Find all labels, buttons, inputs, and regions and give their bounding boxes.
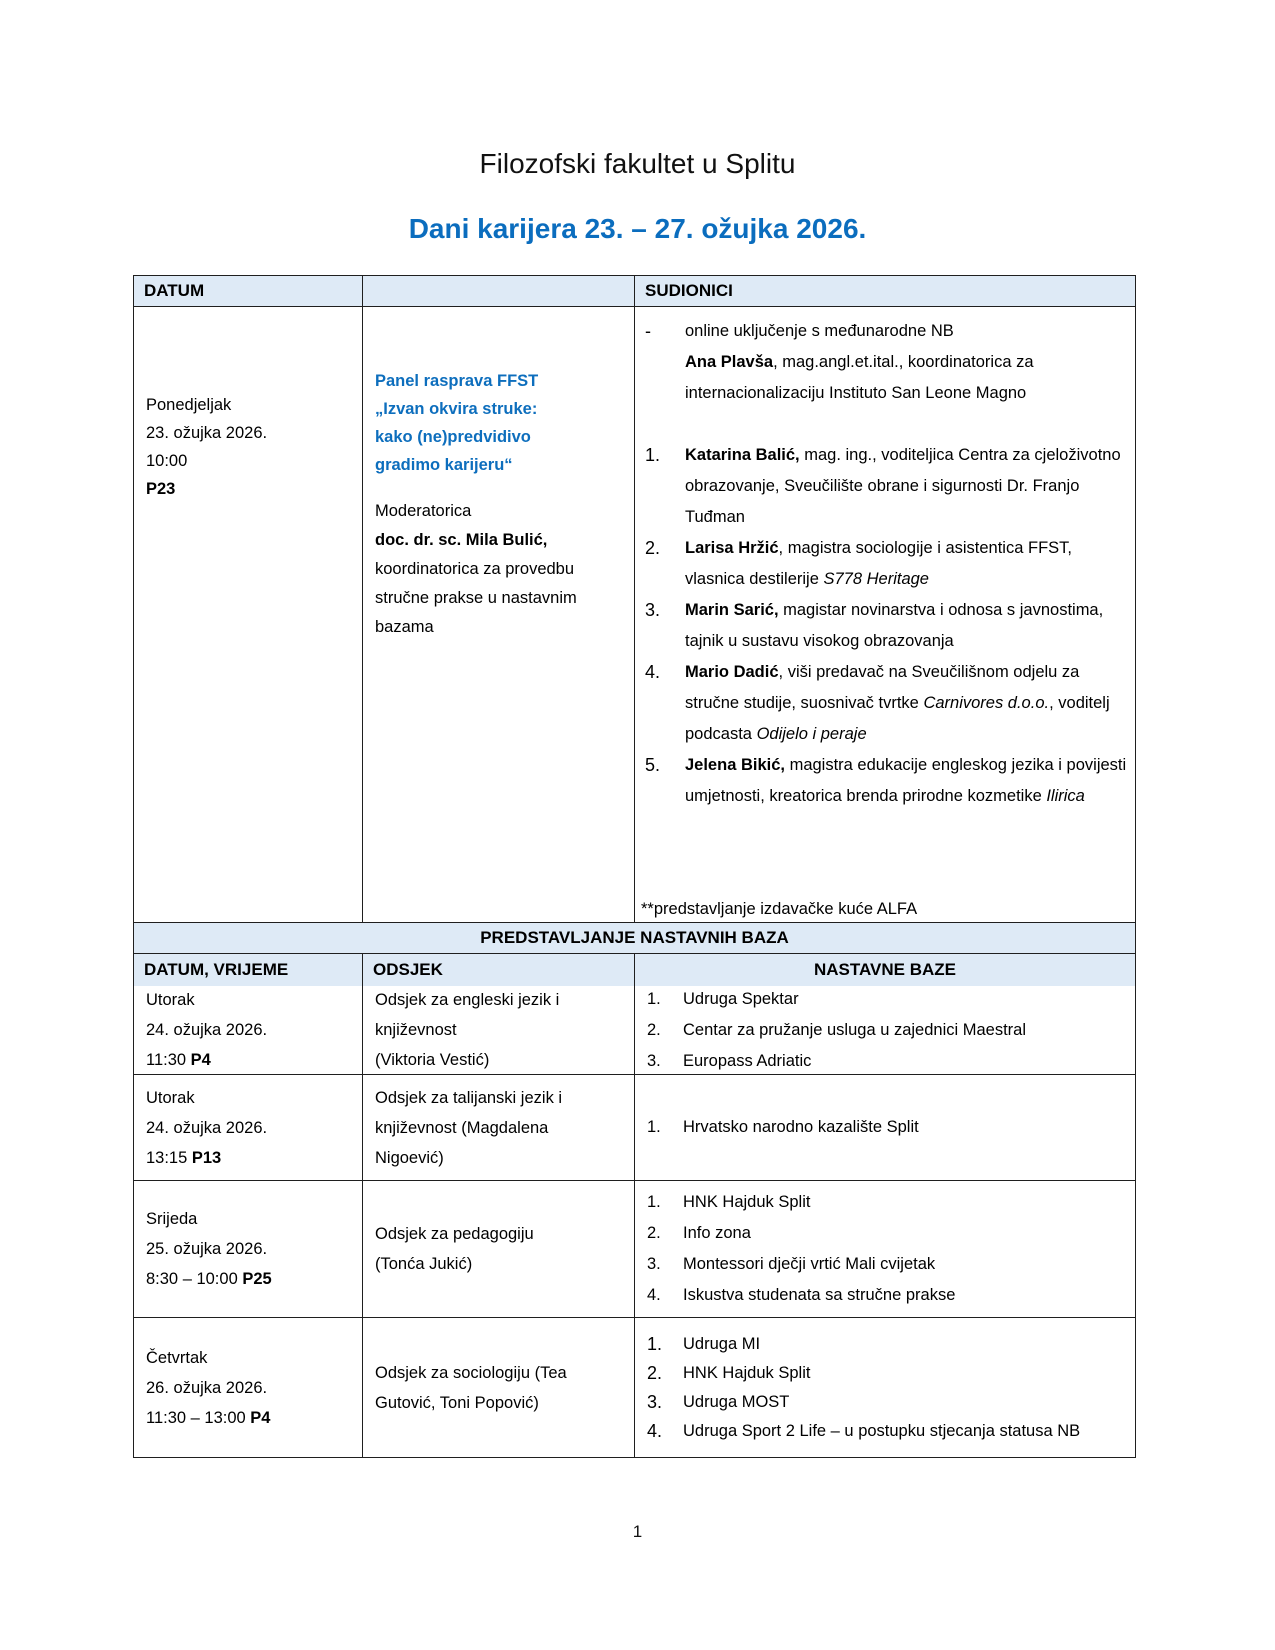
participant-item [641, 750, 1131, 812]
bold-text: Katarina Balić, [685, 446, 800, 464]
participant-item [641, 657, 1131, 750]
text-run: , mag.angl.et.ital., koordinatorica za internacionalizaciju Instituto San Leone Magno [685, 353, 1034, 402]
text-run: 13:15 [146, 1148, 192, 1167]
baza-text: HNK Hajduk Split [683, 1363, 811, 1382]
career-days-table [133, 275, 1136, 1458]
schedule-row [134, 1317, 1135, 1457]
odsjek-line: Gutović, Toni Popović) [375, 1393, 539, 1412]
baza-text: Iskustva studenata sa stručne prakse [683, 1286, 956, 1304]
schedule-date-line [146, 1373, 354, 1403]
schedule-baze-cell [635, 1318, 1135, 1457]
baza-marker: 1. [647, 1118, 661, 1136]
bold-text: Jelena Bikić, [685, 756, 785, 774]
moderator-label: Moderatorica [375, 502, 472, 520]
schedule-date-line [146, 1343, 354, 1373]
baza-marker: 2. [647, 1020, 661, 1039]
odsjek-line: Odsjek za pedagogiju [375, 1225, 534, 1243]
schedule-date-line [146, 1204, 354, 1234]
text-run: 11:30 – 13:00 [146, 1408, 251, 1427]
participant-marker: 5. [645, 755, 661, 775]
baza-item [647, 1280, 1133, 1311]
participant-item [641, 595, 1131, 657]
baza-item [647, 1218, 1133, 1249]
header-cell-odsjek: ODSJEK [363, 954, 635, 986]
baza-text: Udruga MI [683, 1334, 761, 1353]
schedule-date-line [146, 1234, 354, 1264]
participant-marker: 1. [645, 445, 661, 465]
participant-item [641, 533, 1131, 595]
header-cell-datum: DATUM [134, 276, 363, 306]
baza-text: Udruga Sport 2 Life – u postupku stjecanja statusa NB [683, 1421, 1081, 1440]
section-banner-row [134, 922, 1135, 953]
participant-marker: 3. [645, 600, 661, 620]
event-room: P23 [146, 480, 176, 498]
room-bold: P13 [191, 1148, 222, 1167]
text-run: magistar novinarstva i odnosa s javnostima, tajnik u sustavu visokog obrazovanja [685, 601, 1104, 650]
table-header-row-lower [134, 953, 1135, 986]
schedule-date-line [146, 1403, 354, 1433]
event-panel-cell [363, 307, 635, 922]
schedule-date-line [146, 1083, 354, 1113]
baza-item [647, 1330, 1133, 1359]
baza-marker: 4. [647, 1420, 663, 1441]
odsjek-line: Odsjek za talijanski jezik i [375, 1088, 563, 1107]
bold-text: Mario Dadić [685, 663, 779, 681]
baza-marker: 2. [647, 1362, 663, 1383]
baza-marker: 4. [647, 1286, 661, 1304]
schedule-row [134, 1180, 1135, 1317]
room-bold: P4 [250, 1408, 271, 1427]
participant-marker: 4. [645, 662, 661, 682]
schedule-row [134, 986, 1135, 1074]
participant-text [685, 440, 1131, 533]
panel-title-line: gradimo karijeru“ [375, 456, 513, 474]
text-run: Srijeda [146, 1210, 198, 1228]
panel-title-line: kako (ne)predvidivo [375, 428, 531, 446]
baza-item [647, 1046, 1133, 1077]
event-date-line: 10:00 [146, 452, 188, 470]
text-run: mag. ing., voditeljica Centra za cjeloživotno obrazovanje, Sveučilište obrane i sigurnosti Dr. Franjo Tuđman [685, 446, 1121, 526]
italic-text: S778 Heritage [823, 570, 929, 588]
schedule-row [134, 1074, 1135, 1180]
bold-text: Larisa Hržić [685, 539, 779, 557]
header-cell-datum-vrijeme: DATUM, VRIJEME [134, 954, 363, 986]
odsjek-line: (Viktoria Vestić) [375, 1051, 490, 1069]
odsjek-line: Odsjek za engleski jezik i [375, 991, 560, 1009]
baza-marker: 1. [647, 1193, 661, 1211]
participant-text [685, 657, 1131, 750]
baza-text: Hrvatsko narodno kazalište Split [683, 1118, 919, 1136]
italic-text: Carnivores d.o.o. [923, 694, 1050, 712]
participant-marker: - [645, 321, 651, 341]
schedule-date-line [146, 985, 354, 1015]
baza-marker: 2. [647, 1224, 661, 1242]
schedule-datum-cell [134, 1181, 363, 1317]
room-bold: P4 [190, 1051, 211, 1069]
participant-text [685, 750, 1131, 812]
moderator-role: koordinatorica za provedbu stručne prakse u nastavnim bazama [375, 560, 577, 636]
italic-text: Ilirica [1046, 787, 1085, 805]
text-run: Utorak [146, 991, 195, 1009]
participant-text [685, 533, 1131, 595]
room-bold: P25 [242, 1270, 272, 1288]
schedule-odsjek-cell [363, 1181, 635, 1317]
schedule-datum-cell [134, 986, 363, 1074]
baza-text: Udruga Spektar [683, 989, 799, 1008]
text-run: , magistra sociologije i asistentica FFST, vlasnica destilerije [685, 539, 1072, 588]
baza-marker: 3. [647, 1255, 661, 1273]
baza-item [647, 1249, 1133, 1280]
baza-item [647, 1015, 1133, 1046]
schedule-odsjek-cell [363, 1318, 635, 1457]
moderator-block [375, 497, 626, 642]
text-run: 25. ožujka 2026. [146, 1240, 268, 1258]
participants-list [641, 316, 1131, 812]
baza-text: Info zona [683, 1224, 751, 1242]
moderator-name: doc. dr. sc. Mila Bulić, [375, 531, 548, 549]
schedule-rows [134, 986, 1135, 1457]
odsjek-line: Nigoević) [375, 1148, 444, 1167]
text-run: online uključenje s međunarodne NB [685, 322, 954, 340]
baza-text: Montessori dječji vrtić Mali cvijetak [683, 1255, 936, 1273]
baza-marker: 3. [647, 1051, 661, 1070]
baza-text: Udruga MOST [683, 1392, 790, 1411]
schedule-date-line [146, 1045, 354, 1075]
baza-text: Centar za pružanje usluga u zajednici Maestral [683, 1020, 1027, 1039]
schedule-datum-cell [134, 1318, 363, 1457]
header-cell-sudionici: SUDIONICI [635, 276, 1135, 306]
schedule-baze-cell [635, 986, 1135, 1074]
bold-text: Marin Sarić, [685, 601, 779, 619]
italic-text: Odijelo i peraje [756, 725, 867, 743]
baza-item [647, 1388, 1133, 1417]
participant-marker: 2. [645, 538, 661, 558]
baza-marker: 1. [647, 1333, 663, 1354]
schedule-datum-cell [134, 1075, 363, 1180]
baza-item [647, 1359, 1133, 1388]
odsjek-line: književnost [375, 1021, 457, 1039]
text-run: 8:30 – 10:00 [146, 1270, 243, 1288]
text-run: Utorak [146, 1088, 195, 1107]
panel-title [375, 367, 626, 479]
schedule-date-line [146, 1015, 354, 1045]
footnote: **predstavljanje izdavačke kuće ALFA [641, 900, 918, 918]
participant-text [685, 595, 1131, 657]
schedule-baze-cell [635, 1181, 1135, 1317]
header-cell-empty [363, 276, 635, 306]
section-banner: PREDSTAVLJANJE NASTAVNIH BAZA [134, 923, 1135, 953]
schedule-date-line [146, 1143, 354, 1173]
odsjek-line: (Tonća Jukić) [375, 1255, 473, 1273]
event-participants-cell [635, 307, 1135, 922]
text-run: magistra edukacije engleskog jezika i povijesti umjetnosti, kreatorica brenda prirodne kozmetike [685, 756, 1127, 805]
schedule-date-line [146, 1264, 354, 1294]
event-row [134, 306, 1135, 922]
table-header-row-upper [134, 276, 1135, 306]
bold-text: Ana Plavša [685, 353, 774, 371]
schedule-baze-cell [635, 1075, 1135, 1180]
page-number: 1 [632, 1522, 643, 1541]
event-date-line: 23. ožujka 2026. [146, 424, 268, 442]
event-date-line: Ponedjeljak [146, 396, 232, 414]
odsjek-line: Odsjek za sociologiju (Tea [375, 1363, 567, 1382]
page-subtitle: Dani karijera 23. – 27. ožujka 2026. [408, 213, 867, 244]
odsjek-line: književnost (Magdalena [375, 1118, 549, 1137]
text-run: 24. ožujka 2026. [146, 1118, 268, 1137]
schedule-odsjek-cell [363, 986, 635, 1074]
baza-item [647, 1417, 1133, 1446]
baza-item [647, 1112, 1133, 1143]
header-cell-nastavne-baze: NASTAVNE BAZE [635, 954, 1135, 986]
event-datum-cell [134, 307, 363, 922]
participant-item [641, 440, 1131, 533]
text-run: 24. ožujka 2026. [146, 1021, 268, 1039]
page-title: Filozofski fakultet u Splitu [479, 148, 796, 179]
participant-item [641, 316, 1131, 409]
baza-marker: 3. [647, 1391, 663, 1412]
text-run: , viši predavač na Sveučilišnom odjelu za stručne studije, suosnivač tvrtke [685, 663, 1080, 712]
participant-text [685, 316, 1131, 409]
text-run: , voditelj podcasta [685, 694, 1110, 743]
text-run: Četvrtak [146, 1348, 208, 1367]
baza-marker: 1. [647, 989, 661, 1008]
panel-title-line: Panel rasprava FFST [375, 372, 539, 390]
schedule-date-line [146, 1113, 354, 1143]
text-run: 26. ožujka 2026. [146, 1378, 268, 1397]
baza-item [647, 1187, 1133, 1218]
text-run: 11:30 [146, 1051, 191, 1069]
schedule-odsjek-cell [363, 1075, 635, 1180]
panel-title-line: „Izvan okvira struke: [375, 400, 538, 418]
baza-text: Europass Adriatic [683, 1051, 812, 1070]
baza-text: HNK Hajduk Split [683, 1193, 811, 1211]
baza-item [647, 984, 1133, 1015]
